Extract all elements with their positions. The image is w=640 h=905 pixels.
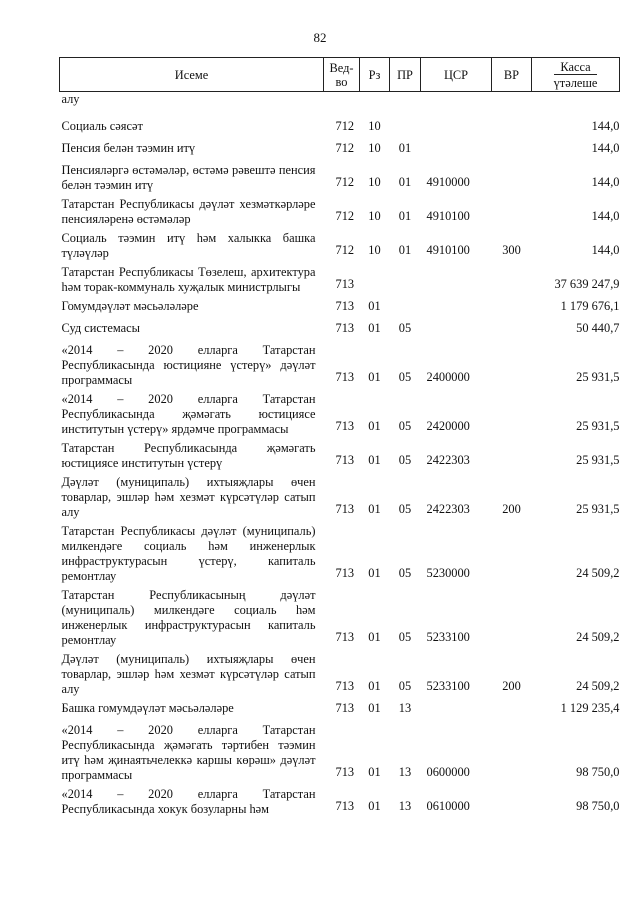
table-row (60, 720, 620, 784)
table-header (60, 58, 620, 92)
table-row (60, 438, 620, 472)
table-row (60, 228, 620, 262)
cell-rz: 10 (368, 243, 381, 257)
header-vr: ВР (492, 58, 532, 92)
cell-name: Татарстан Республикасында җәмәгать юстициясе институтын үстерү (61, 441, 316, 470)
cell-vr (492, 318, 532, 340)
cell-csr (421, 262, 492, 296)
cell-vr (492, 262, 532, 296)
cell-name: Суд системасы (61, 321, 140, 335)
cell-pr: 05 (398, 630, 412, 644)
cell-rz: 01 (368, 799, 381, 813)
continuation-text: алу (61, 92, 80, 106)
cell-vr (492, 116, 532, 138)
cell-rz: 10 (368, 209, 381, 223)
cell-sum: 24 509,2 (576, 679, 620, 693)
table-row (60, 472, 620, 521)
table-row (60, 784, 620, 818)
cell-sum: 144,0 (591, 119, 620, 133)
cell-rz: 10 (368, 119, 381, 133)
cell-ved: 713 (335, 701, 355, 715)
cell-vr (492, 698, 532, 720)
cell-ved: 712 (335, 209, 355, 223)
cell-ved: 713 (335, 419, 355, 433)
cell-ved: 712 (335, 119, 355, 133)
cell-vr: 300 (502, 243, 521, 257)
cell-vr (492, 521, 532, 585)
cell-name: Дәүләт (муниципаль) ихтыяҗлары өчен товарлар, эшләр һәм хезмәт күрсәтүләр сатып алу (61, 475, 316, 519)
cell-pr: 05 (398, 321, 412, 335)
cell-ved: 713 (335, 566, 355, 580)
cell-pr: 13 (398, 765, 412, 779)
table-row (60, 585, 620, 649)
cell-vr (492, 160, 532, 194)
continuation-row (60, 92, 620, 117)
table-row (60, 521, 620, 585)
cell-vr: 200 (502, 502, 521, 516)
header-csr: ЦСР (421, 58, 492, 92)
cell-pr: 05 (398, 502, 412, 516)
table-row (60, 262, 620, 296)
cell-ved: 712 (335, 175, 355, 189)
header-rz: Рз (360, 58, 390, 92)
cell-sum: 24 509,2 (576, 630, 620, 644)
cell-vr (492, 194, 532, 228)
cell-name: Дәүләт (муниципаль) ихтыяҗлары өчен товарлар, эшләр һәм хезмәт күрсәтүләр сатып алу (61, 652, 316, 696)
table-row (60, 340, 620, 389)
table-row (60, 698, 620, 720)
cell-sum: 37 639 247,9 (554, 277, 620, 291)
cell-csr: 2400000 (426, 370, 470, 384)
cell-ved: 713 (335, 277, 355, 291)
cell-rz: 10 (368, 141, 381, 155)
cell-rz: 01 (368, 679, 381, 693)
cell-csr: 2420000 (426, 419, 470, 433)
cell-name: Татарстан Республикасының дәүләт (муниципаль) милкендәге социаль һәм инженерлык инфраструктурасын капиталь ремонтлау (61, 588, 316, 647)
cell-csr (421, 318, 492, 340)
cell-rz: 01 (368, 299, 381, 313)
cell-sum: 25 931,5 (576, 419, 620, 433)
cell-ved: 713 (335, 679, 355, 693)
header-ved: Вед- во (324, 58, 360, 92)
cell-csr (421, 116, 492, 138)
cell-name: Социаль тәэмин итү һәм халыкка башка түләүләр (61, 231, 316, 260)
table-body (60, 92, 620, 819)
cell-pr: 13 (398, 701, 412, 715)
cell-pr: 05 (398, 453, 412, 467)
cell-name: «2014 – 2020 елларга Татарстан Республикасында җәмәгать тәртибен тәэмин итү һәм җинаятьчелеккә каршы көрәш» дәүләт программасы (61, 723, 316, 782)
cell-name: Социаль сәясәт (61, 119, 143, 133)
cell-csr: 2422303 (426, 453, 470, 467)
cell-rz: 01 (368, 321, 381, 335)
cell-ved: 713 (335, 299, 355, 313)
cell-ved: 713 (335, 321, 355, 335)
cell-sum: 25 931,5 (576, 370, 620, 384)
cell-csr: 2422303 (426, 502, 470, 516)
cell-rz: 01 (368, 370, 381, 384)
cell-vr (492, 438, 532, 472)
cell-name: Пенсияләргә өстәмәләр, өстәмә рәвештә пенсия белән тәэмин итү (61, 163, 316, 192)
table-row (60, 138, 620, 160)
cell-rz: 01 (368, 566, 381, 580)
cell-csr: 4910000 (426, 175, 470, 189)
cell-name: Татарстан Республикасы дәүләт (муниципаль) милкендәге социаль һәм инженерлык инфраструктурасын үстерү, капиталь ремонтлау (61, 524, 316, 583)
cell-sum: 50 440,7 (576, 321, 620, 335)
cell-name: Гомумдәүләт мәсьәләләре (61, 299, 199, 313)
cell-sum: 25 931,5 (576, 453, 620, 467)
cell-sum: 24 509,2 (576, 566, 620, 580)
cell-sum: 98 750,0 (576, 765, 620, 779)
cell-pr: 01 (398, 141, 412, 155)
cell-rz: 01 (368, 502, 381, 516)
cell-pr (390, 296, 421, 318)
cell-csr: 0610000 (426, 799, 470, 813)
cell-name: Башка гомумдәүләт мәсьәләләре (61, 701, 234, 715)
cell-vr (492, 296, 532, 318)
cell-vr (492, 585, 532, 649)
cell-pr: 05 (398, 679, 412, 693)
table-row (60, 649, 620, 698)
cell-pr: 01 (398, 175, 412, 189)
header-sum: Касса үтәлеше (532, 58, 620, 92)
cell-vr (492, 784, 532, 818)
cell-vr (492, 138, 532, 160)
cell-ved: 712 (335, 243, 355, 257)
cell-csr: 5230000 (426, 566, 470, 580)
cell-rz: 01 (368, 630, 381, 644)
budget-table-container (59, 57, 619, 818)
cell-sum: 144,0 (591, 141, 620, 155)
cell-ved: 712 (335, 141, 355, 155)
cell-ved: 713 (335, 630, 355, 644)
cell-pr: 13 (398, 799, 412, 813)
cell-rz: 10 (368, 175, 381, 189)
header-name: Исеме (60, 58, 324, 92)
cell-name: «2014 – 2020 елларга Татарстан Республикасында җәмәгать юстициясе институтын үстерү» ярдәмче программасы (61, 392, 316, 436)
cell-rz: 01 (368, 453, 381, 467)
cell-rz: 01 (368, 701, 381, 715)
cell-name: Татарстан Республикасы Төзелеш, архитектура һәм торак-коммуналь хуҗалык министрлыгы (61, 265, 316, 294)
cell-ved: 713 (335, 370, 355, 384)
cell-sum: 1 129 235,4 (560, 701, 620, 715)
cell-rz (360, 262, 390, 296)
cell-csr (421, 698, 492, 720)
cell-csr: 5233100 (426, 630, 470, 644)
cell-vr: 200 (502, 679, 521, 693)
cell-csr: 4910100 (426, 209, 470, 223)
table-row (60, 116, 620, 138)
cell-sum: 98 750,0 (576, 799, 620, 813)
cell-pr: 05 (398, 419, 412, 433)
header-pr: ПР (390, 58, 421, 92)
cell-sum: 144,0 (591, 243, 620, 257)
cell-ved: 713 (335, 799, 355, 813)
table-row (60, 389, 620, 438)
page-number: 82 (313, 30, 327, 45)
cell-pr: 01 (398, 243, 412, 257)
cell-name: «2014 – 2020 елларга Татарстан Республикасында хокук бозуларны һәм (61, 787, 316, 816)
cell-name: «2014 – 2020 елларга Татарстан Республикасында юстицияне үстерү» дәүләт программасы (61, 343, 316, 387)
cell-pr: 01 (398, 209, 412, 223)
cell-csr: 0600000 (426, 765, 470, 779)
cell-sum: 144,0 (591, 175, 620, 189)
cell-vr (492, 720, 532, 784)
table-row (60, 160, 620, 194)
cell-name: Пенсия белән тәэмин итү (61, 141, 196, 155)
table-row (60, 194, 620, 228)
cell-pr (390, 116, 421, 138)
cell-csr: 4910100 (426, 243, 470, 257)
cell-ved: 713 (335, 502, 355, 516)
cell-rz: 01 (368, 419, 381, 433)
cell-sum: 1 179 676,1 (560, 299, 620, 313)
cell-ved: 713 (335, 453, 355, 467)
cell-csr (421, 296, 492, 318)
table-row (60, 296, 620, 318)
cell-sum: 144,0 (591, 209, 620, 223)
table-row (60, 318, 620, 340)
cell-pr (390, 262, 421, 296)
cell-pr: 05 (398, 566, 412, 580)
cell-vr (492, 340, 532, 389)
cell-sum: 25 931,5 (576, 502, 620, 516)
cell-name: Татарстан Республикасы дәүләт хезмәткәрләре пенсияләренә өстәмәләр (61, 197, 316, 226)
cell-ved: 713 (335, 765, 355, 779)
cell-csr (421, 138, 492, 160)
cell-csr: 5233100 (426, 679, 470, 693)
cell-pr: 05 (398, 370, 412, 384)
budget-table (59, 57, 620, 818)
cell-vr (492, 389, 532, 438)
cell-rz: 01 (368, 765, 381, 779)
